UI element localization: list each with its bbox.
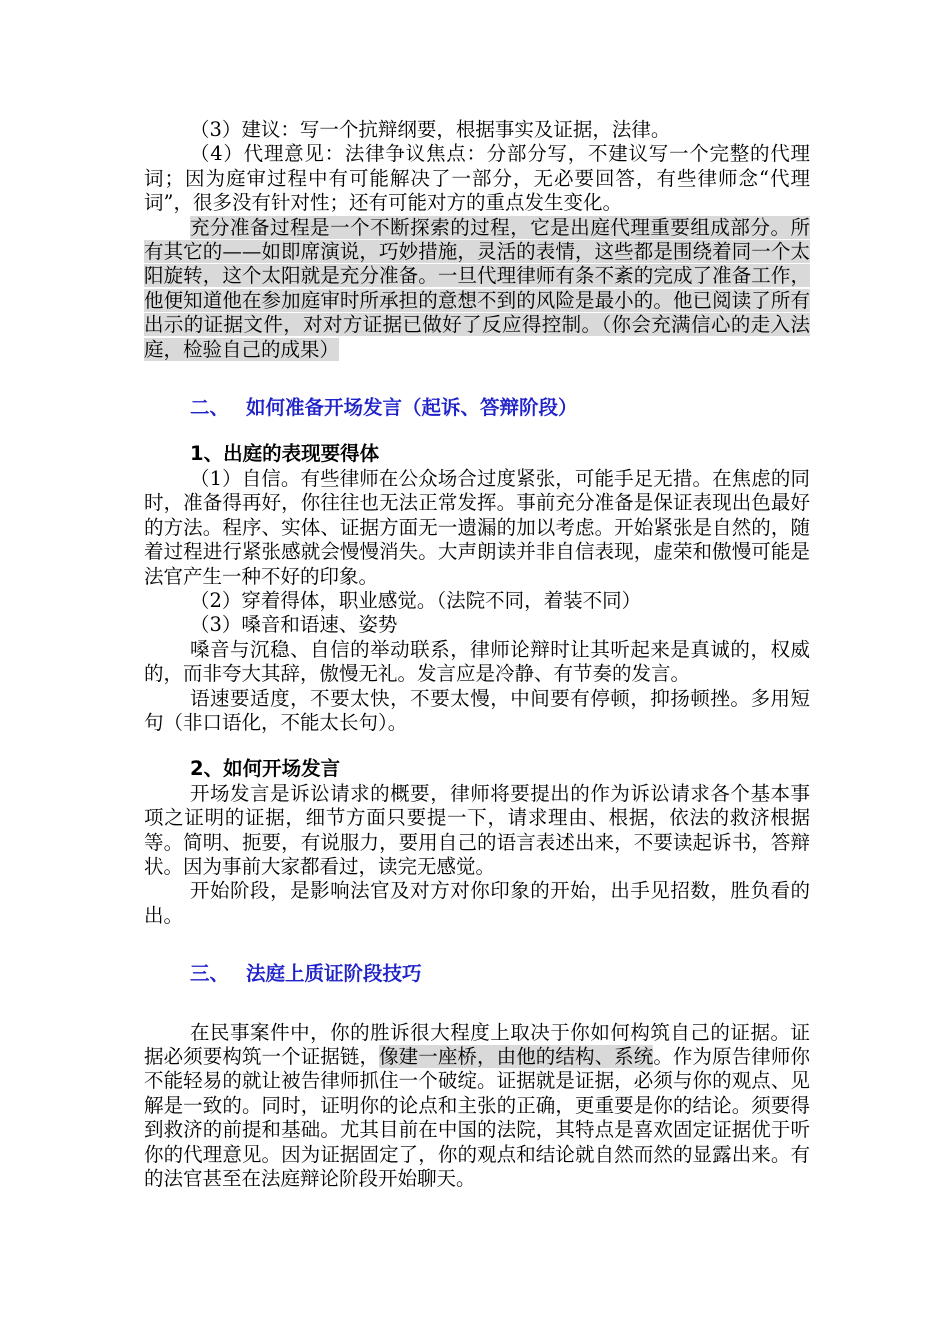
section-number: 二、 [190,396,230,420]
section-number: 三、 [190,962,230,986]
paragraph-agency-opinion: （4）代理意见：法律争议焦点：分部分写，不建议写一个完整的代理词；因为庭审过程中有可能解决了一部分，无必要回答，有些律师念“代理词”，很多没有针对性；还有可能对方的重点发生变化。 [144,142,810,215]
paragraph-opening: 开场发言是诉讼请求的概要，律师将要提出的作为诉讼请求各个基本事项之证明的证据，细节方面只要提一下，请求理由、根据，依法的救济根据等。简明、扼要，有说服力，要用自己的语言表述出来，不要读起诉书，答辩状。因为事前大家都看过，读完无感觉。 [144,781,810,878]
document-body [144,118,810,1191]
paragraph-preparation [144,216,810,362]
highlighted-text: 充分准备过程是一个不断探索的过程，它是出庭代理重要组成部分。所有其它的——如即席演说，巧妙措施，灵活的表情，这些都是围绕着同一个太阳旋转，这个太阳就是充分准备。一旦代理律师有条不紊的完成了准备工作，他便知道他在参加庭审时所承担的意想不到的风险是最小的。他已阅读了所有出示的证据文件，对对方证据已做好了反应得控制。（你会充满信心的走入法庭，检验自己的成果） [144,215,810,361]
paragraph-start-stage: 开始阶段，是影响法官及对方对你印象的开始，出手见招数，胜负看的出。 [144,879,810,927]
subsection-heading: 2、如何开场发言 [190,757,341,781]
section-title: 如何准备开场发言（起诉、答辩阶段） [246,396,578,420]
paragraph-confidence: （1）自信。有些律师在公众场合过度紧张，可能手足无措。在焦虑的同时，准备得再好，你往往也无法正常发挥。事前充分准备是保证表现出色最好的方法。程序、实体、证据方面无一遗漏的加以考虑。开始紧张是自然的，随着过程进行紧张感就会慢慢消失。大声朗读并非自信表现，虚荣和傲慢可能是法官产生一种不好的印象。 [144,466,810,588]
highlighted-text: 像建一座桥，由他的结构、系统 [379,1045,654,1068]
paragraph-voice: 嗓音与沉稳、自信的举动联系，律师论辩时让其听起来是真诚的，权威的，而非夸大其辞，傲慢无礼。发言应是冷静、有节奏的发言。 [144,637,810,686]
paragraph-evidence: 在民事案件中，你的胜诉很大程度上取决于你如何构筑自己的证据。证据必须要构筑一个证据链，像建一座桥，由他的结构、系统。作为原告律师你不能轻易的就让被告律师抓住一个破绽。证据就是证据，必须与你的观点、见解是一致的。同时，证明你的论点和主张的正确，更重要是你的结论。须要得到救济的前提和基础。尤其目前在中国的法院，其特点是喜欢固定证据优于听你的代理意见。因为证据固定了，你的观点和结论就自然而然的显露出来。有的法官甚至在法庭辩论阶段开始聊天。 [144,1020,810,1191]
subsection-heading: 1、出庭的表现要得体 [190,442,380,466]
paragraph-voice-title: （3）嗓音和语速、姿势 [190,613,398,637]
section-heading-2 [144,396,810,420]
paragraph-advice: （3）建议：写一个抗辩纲要，根据事实及证据，法律。 [190,118,671,141]
section-heading-3 [144,962,810,986]
paragraph-attire: （2）穿着得体，职业感觉。（法院不同，着装不同） [190,588,642,612]
paragraph-speed: 语速要适度，不要太快，不要太慢，中间要有停顿，抑扬顿挫。多用短句（非口语化，不能太长句）。 [144,686,810,734]
section-title: 法庭上质证阶段技巧 [246,962,422,986]
